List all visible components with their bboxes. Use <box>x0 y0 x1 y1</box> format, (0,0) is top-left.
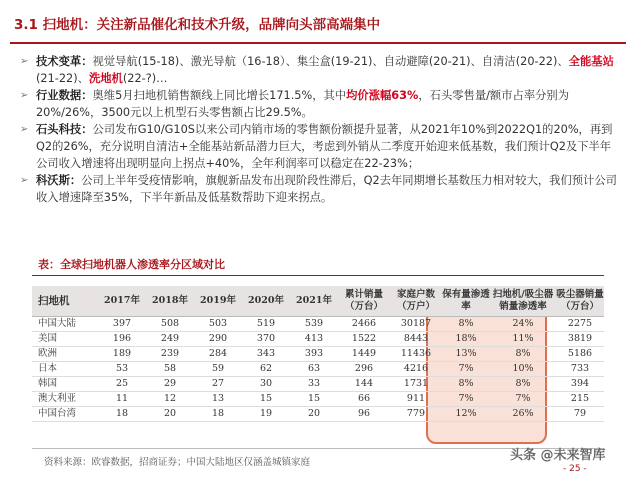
diamond-arrow-icon: ➢ <box>20 175 29 187</box>
table-cell: 413 <box>290 331 338 346</box>
table-cell: 343 <box>242 346 290 361</box>
region-cell: 中国大陆 <box>32 316 98 331</box>
bullet-text: 公司发布G10/G10S以来公司内销市场的零售额份额提升显著，从2021年10%到2022Q1的20%，再到Q2的26%，充分说明自清洁+全能基站新品潜力巨大，考虑到外销从二季度开始迎来低基数，我们预计Q2及下半年公司收入增速将出现明显向上拐点+40%，全年利润率可以稳定在22-23%； <box>36 123 613 170</box>
page-number: - 25 - <box>563 464 587 474</box>
table-cell: 503 <box>194 316 242 331</box>
bullet-label: 科沃斯： <box>36 174 82 188</box>
table-cell: 58 <box>146 361 194 376</box>
table-cell: 15 <box>290 391 338 406</box>
table-cell: 8% <box>442 376 490 391</box>
table-cell: 508 <box>146 316 194 331</box>
column-header: 2017年 <box>98 286 146 316</box>
table-cell: 13% <box>442 346 490 361</box>
table-cell: 10% <box>490 361 556 376</box>
table-cell: 79 <box>556 406 604 421</box>
table-cell: 12 <box>146 391 194 406</box>
table-cell: 779 <box>390 406 442 421</box>
table-cell: 239 <box>146 346 194 361</box>
table-cell: 144 <box>338 376 390 391</box>
penetration-table <box>32 286 604 422</box>
watermark: 头条 @未来智库 <box>510 448 606 463</box>
table-cell: 8443 <box>390 331 442 346</box>
table-cell: 25 <box>98 376 146 391</box>
table-row <box>32 361 604 376</box>
bullet-list <box>20 54 620 207</box>
table-row <box>32 406 604 421</box>
bullet-text: 视觉导航(15-18)、激光导航（16-18）、集尘盒(19-21)、自动避障(20-21)、自清洁(20-22)、 <box>92 55 569 68</box>
table-cell: 394 <box>556 376 604 391</box>
table-cell: 26% <box>490 406 556 421</box>
table-cell: 8% <box>490 376 556 391</box>
table-cell: 66 <box>338 391 390 406</box>
table-cell: 5186 <box>556 346 604 361</box>
diamond-arrow-icon: ➢ <box>20 56 29 67</box>
table-cell: 7% <box>442 361 490 376</box>
bullet-text: 奥维5月扫地机销售额线上同比增长171.5%，其中 <box>92 89 347 103</box>
table-cell: 7% <box>442 391 490 406</box>
table-cell: 2275 <box>556 316 604 331</box>
region-cell: 韩国 <box>32 376 98 391</box>
table-caption: 表：全球扫地机器人渗透率分区域对比 <box>38 258 225 271</box>
table-cell: 29 <box>146 376 194 391</box>
title-rule <box>10 42 626 44</box>
region-cell: 欧洲 <box>32 346 98 361</box>
table-cell: 30187 <box>390 316 442 331</box>
bullet-text: (22-?)… <box>122 71 168 85</box>
table-cell: 284 <box>194 346 242 361</box>
table-cell: 3819 <box>556 331 604 346</box>
column-header: 累计销量（万台） <box>338 286 390 316</box>
slide-header <box>0 0 640 48</box>
table-row <box>32 391 604 406</box>
table-cell: 4216 <box>390 361 442 376</box>
table-cell: 20 <box>146 406 194 421</box>
column-header: 吸尘器销量（万台） <box>556 286 604 316</box>
column-header: 扫地机 <box>32 286 98 316</box>
bullet-ecovacs <box>20 173 620 206</box>
table-cell: 63 <box>290 361 338 376</box>
table-cell: 96 <box>338 406 390 421</box>
table-cell: 1449 <box>338 346 390 361</box>
source-note: 资料来源：欧睿数据，招商证券；中国大陆地区仅涵盖城镇家庭 <box>44 457 311 468</box>
table-cell: 8% <box>442 316 490 331</box>
caption-rule <box>32 275 604 276</box>
table-cell: 18% <box>442 331 490 346</box>
column-header: 家庭户数（万户） <box>390 286 442 316</box>
table-cell: 733 <box>556 361 604 376</box>
bullet-label: 技术变革： <box>36 55 93 68</box>
table-cell: 13 <box>194 391 242 406</box>
slide-title: 3.1 扫地机：关注新品催化和技术升级，品牌向头部高端集中 <box>14 17 381 33</box>
table-cell: 2466 <box>338 316 390 331</box>
table-row <box>32 346 604 361</box>
bullet-text: 公司上半年受疫情影响，旗舰新品发布出现阶段性滞后，Q2去年同期增长基数压力相对较大，我们预计公司收入增速降至35%，下半年新品及低基数帮助下迎来拐点。 <box>36 174 617 204</box>
table-cell: 18 <box>98 406 146 421</box>
table-cell: 1522 <box>338 331 390 346</box>
table-cell: 11 <box>98 391 146 406</box>
table-cell: 53 <box>98 361 146 376</box>
bullet-highlight: 洗地机 <box>88 71 123 85</box>
column-header: 扫地机/吸尘器销量渗透率 <box>490 286 556 316</box>
table-cell: 393 <box>290 346 338 361</box>
bullet-text: ，石头零售量/额市占率分别为20%/26%，3500元以上机型石头零售额占比29.5%。 <box>36 89 570 119</box>
table-cell: 370 <box>242 331 290 346</box>
table-cell: 911 <box>390 391 442 406</box>
table-cell: 33 <box>290 376 338 391</box>
table-header-row <box>32 286 604 316</box>
region-cell: 澳大利亚 <box>32 391 98 406</box>
table-cell: 24% <box>490 316 556 331</box>
column-header: 2018年 <box>146 286 194 316</box>
table-cell: 11% <box>490 331 556 346</box>
table-cell: 11436 <box>390 346 442 361</box>
table-cell: 539 <box>290 316 338 331</box>
column-header: 2020年 <box>242 286 290 316</box>
table-cell: 30 <box>242 376 290 391</box>
region-cell: 美国 <box>32 331 98 346</box>
table-row <box>32 331 604 346</box>
table-cell: 18 <box>194 406 242 421</box>
table-cell: 519 <box>242 316 290 331</box>
bullet-highlight: 均价涨幅63% <box>346 89 419 103</box>
table-body <box>32 316 604 421</box>
table-cell: 296 <box>338 361 390 376</box>
table-cell: 8% <box>490 346 556 361</box>
table-cell: 19 <box>242 406 290 421</box>
table-cell: 196 <box>98 331 146 346</box>
table-cell: 249 <box>146 331 194 346</box>
table-row <box>32 316 604 331</box>
table-cell: 7% <box>490 391 556 406</box>
column-header: 2019年 <box>194 286 242 316</box>
diamond-arrow-icon: ➢ <box>20 90 29 102</box>
table-cell: 59 <box>194 361 242 376</box>
bullet-label: 石头科技： <box>36 123 93 137</box>
region-cell: 日本 <box>32 361 98 376</box>
bullet-tech-change <box>20 54 620 87</box>
table-cell: 20 <box>290 406 338 421</box>
table-cell: 15 <box>242 391 290 406</box>
bullet-roborock <box>20 122 620 172</box>
diamond-arrow-icon: ➢ <box>20 124 29 136</box>
table-cell: 215 <box>556 391 604 406</box>
bullet-highlight: 全能基站 <box>568 55 614 68</box>
bullet-text: (21-22)、 <box>36 71 89 85</box>
column-header: 保有量渗透率 <box>442 286 490 316</box>
table-cell: 290 <box>194 331 242 346</box>
table-cell: 1731 <box>390 376 442 391</box>
column-header: 2021年 <box>290 286 338 316</box>
region-cell: 中国台湾 <box>32 406 98 421</box>
table-cell: 397 <box>98 316 146 331</box>
table-cell: 27 <box>194 376 242 391</box>
table-cell: 189 <box>98 346 146 361</box>
bullet-label: 行业数据： <box>36 89 93 103</box>
table-cell: 62 <box>242 361 290 376</box>
table-row <box>32 376 604 391</box>
table-cell: 12% <box>442 406 490 421</box>
bullet-industry-data <box>20 88 620 121</box>
